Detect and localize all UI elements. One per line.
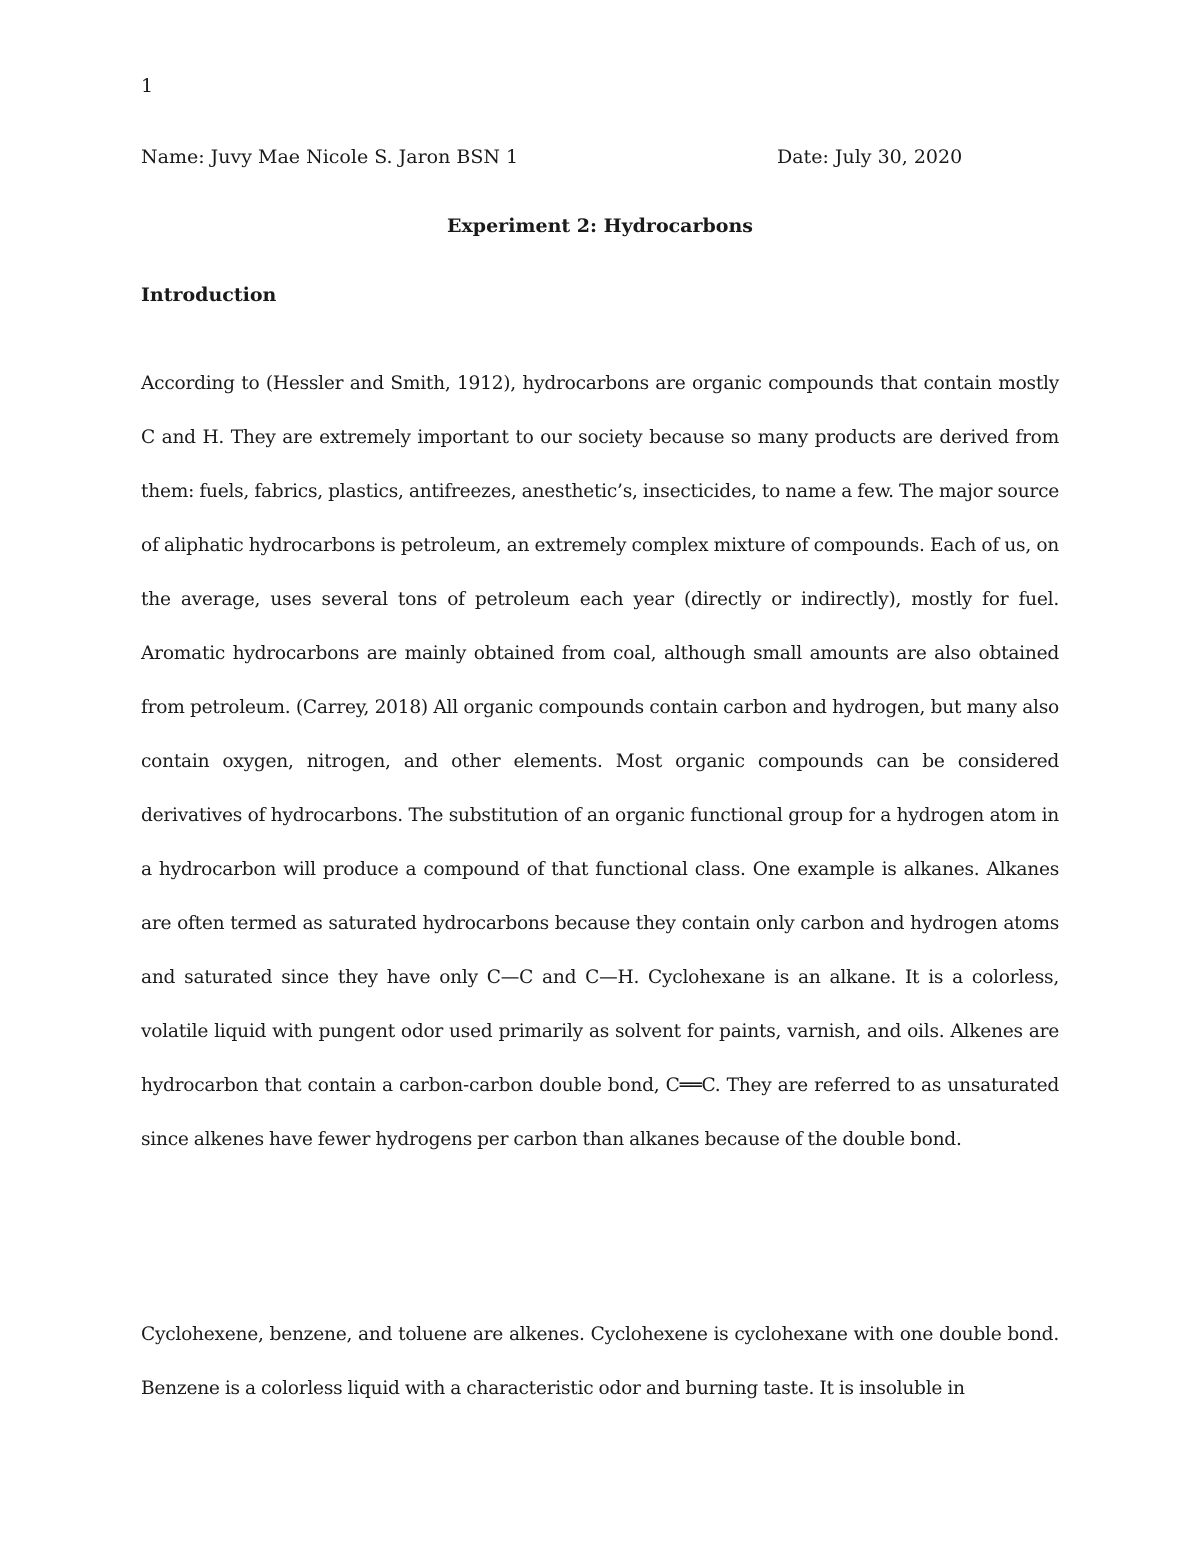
- page-number: 1: [141, 75, 154, 97]
- document-title: Experiment 2: Hydrocarbons: [447, 215, 753, 237]
- section-heading: Introduction: [141, 284, 277, 306]
- paragraph-alkenes: Cyclohexene, benzene, and toluene are alkenes. Cyclohexene is cyclohexane with one double bond. Benzene is a colorless liquid with a characteristic odor and burning taste. It is insoluble in: [141, 1323, 1059, 1399]
- report-date: Date: July 30, 2020: [777, 146, 963, 168]
- paragraph-introduction: According to (Hessler and Smith, 1912), hydrocarbons are organic compounds that contain mostly C and H. They are extremely important to our society because so many products are derived from them: fuels, fabrics, plastics, antifreezes, anesthetic’s, insecticides, to name a few. The major source of aliphatic hydrocarbons is petroleum, an extremely complex mixture of compounds. Each of us, on the average, uses several tons of petroleum each year (directly or indirectly), mostly for fuel. Aromatic hydrocarbons are mainly obtained from coal, although small amounts are also obtained from petroleum. (Carrey, 2018) All organic compounds contain carbon and hydrogen, but many also contain oxygen, nitrogen, and other elements. Most organic compounds can be considered derivatives of hydrocarbons. The substitution of an organic functional group for a hydrogen atom in a hydrocarbon will produce a compound of that functional class. One example is alkanes. Alkanes are often termed as saturated hydrocarbons because they contain only carbon and hydrogen atoms and saturated since they have only C—C and C—H. Cyclohexane is an alkane. It is a colorless, volatile liquid with pungent odor used primarily as solvent for paints, varnish, and oils. Alkenes are hydrocarbon that contain a carbon-carbon double bond, C══C. They are referred to as unsaturated since alkenes have fewer hydrogens per carbon than alkanes because of the double bond.: [141, 372, 1059, 1150]
- student-name: Name: Juvy Mae Nicole S. Jaron BSN 1: [141, 146, 519, 168]
